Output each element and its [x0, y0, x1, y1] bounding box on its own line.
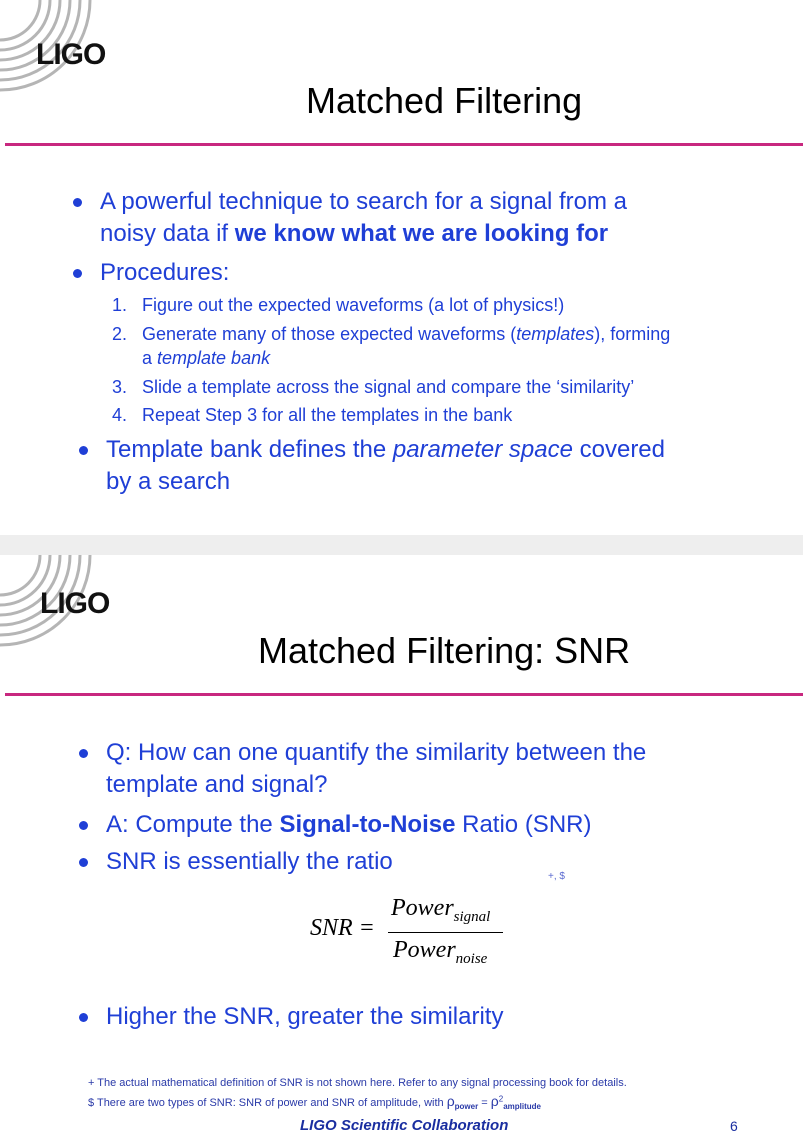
bullet-line [100, 218, 780, 250]
bullet-line [106, 434, 786, 466]
footnote-definition: + The actual mathematical definition of SNR is not shown here. Refer to any signal processing book for details. [88, 1077, 627, 1089]
step-text-line2 [142, 346, 270, 370]
bullet-line: A powerful technique to search for a signal from a [100, 188, 627, 215]
bullet-line: by a search [106, 468, 231, 495]
italic-text: templates [516, 324, 595, 344]
step-text: Repeat Step 3 for all the templates in the bank [142, 405, 513, 425]
bullet-dot [79, 858, 88, 867]
ligo-logo: LIGO [36, 38, 106, 71]
bullet-procedures [100, 257, 780, 289]
rho-symbol: ρ [446, 1093, 455, 1109]
bullet-dot [73, 198, 82, 207]
rho-symbol: ρ [490, 1093, 499, 1109]
bullet-dot [79, 1013, 88, 1022]
bullet-line: Higher the SNR, greater the similarity [106, 1003, 504, 1030]
footnote-marks: +, $ [548, 871, 565, 882]
bullet-technique [100, 186, 780, 250]
footer-collaboration: LIGO Scientific Collaboration [300, 1117, 509, 1133]
bullet-dot [79, 446, 88, 455]
text-run: A: Compute the [106, 811, 280, 838]
slide-matched-filtering-snr [0, 555, 803, 1133]
subscript: amplitude [503, 1102, 541, 1112]
step-number: 1. [112, 295, 128, 315]
italic-text: template bank [157, 348, 271, 368]
superscript: 2 [498, 1094, 504, 1104]
text-run: = [478, 1097, 491, 1109]
text-run: ), forming [594, 324, 671, 344]
bullet-line: template and signal? [106, 771, 328, 798]
ligo-logo: LIGO [40, 587, 110, 620]
slide-title: Matched Filtering [306, 80, 583, 121]
bold-text: we know what we are looking for [234, 220, 609, 247]
step-number: 2. [112, 324, 128, 344]
step-number: 3. [112, 377, 128, 397]
fraction-bar [388, 932, 503, 933]
bullet-question [106, 737, 786, 801]
bullet-line: Q: How can one quantify the similarity between the [106, 739, 647, 766]
bold-text: Signal-to-Noise [279, 811, 456, 838]
subscript: signal [453, 908, 491, 925]
text-run: Ratio (SNR) [455, 811, 592, 838]
text-run: $ There are two types of SNR: SNR of power and SNR of amplitude, with [88, 1097, 447, 1109]
step-text [142, 322, 670, 346]
formula-lhs: SNR = [310, 915, 375, 941]
bullet-dot [73, 269, 82, 278]
formula-numerator [391, 895, 490, 926]
bullet-line: Procedures: [100, 259, 230, 286]
step-text: Figure out the expected waveforms (a lot of physics!) [142, 295, 565, 315]
text-run: Template bank defines the [106, 436, 393, 463]
text-run: Generate many of those expected waveforms ( [142, 324, 517, 344]
footnote-snr-types [88, 1093, 541, 1111]
page-number: 6 [730, 1118, 738, 1133]
title-divider [5, 143, 803, 146]
slide-matched-filtering [0, 0, 803, 535]
subscript: power [454, 1102, 479, 1112]
step-number: 4. [112, 405, 128, 425]
bullet-higher-snr [106, 1001, 786, 1033]
bullet-ratio [106, 846, 786, 878]
step-2 [112, 322, 762, 370]
bullet-line [106, 809, 786, 841]
text-run: covered [572, 436, 666, 463]
formula-denominator [393, 937, 487, 968]
subscript: noise [455, 950, 488, 967]
bullet-template-bank [106, 434, 786, 498]
bullet-dot [79, 749, 88, 758]
text-run: Power [393, 937, 456, 963]
text-run: Power [391, 895, 454, 921]
title-divider [5, 693, 803, 696]
text-run: a [142, 348, 158, 368]
slide-separator [0, 535, 803, 555]
bullet-line: SNR is essentially the ratio [106, 848, 393, 875]
italic-text: parameter space [392, 436, 573, 463]
bullet-answer [106, 809, 786, 841]
text-run: noisy data if [100, 220, 235, 247]
step-text: Slide a template across the signal and compare the ‘similarity’ [142, 377, 635, 397]
slide-title: Matched Filtering: SNR [258, 630, 631, 671]
bullet-dot [79, 821, 88, 830]
